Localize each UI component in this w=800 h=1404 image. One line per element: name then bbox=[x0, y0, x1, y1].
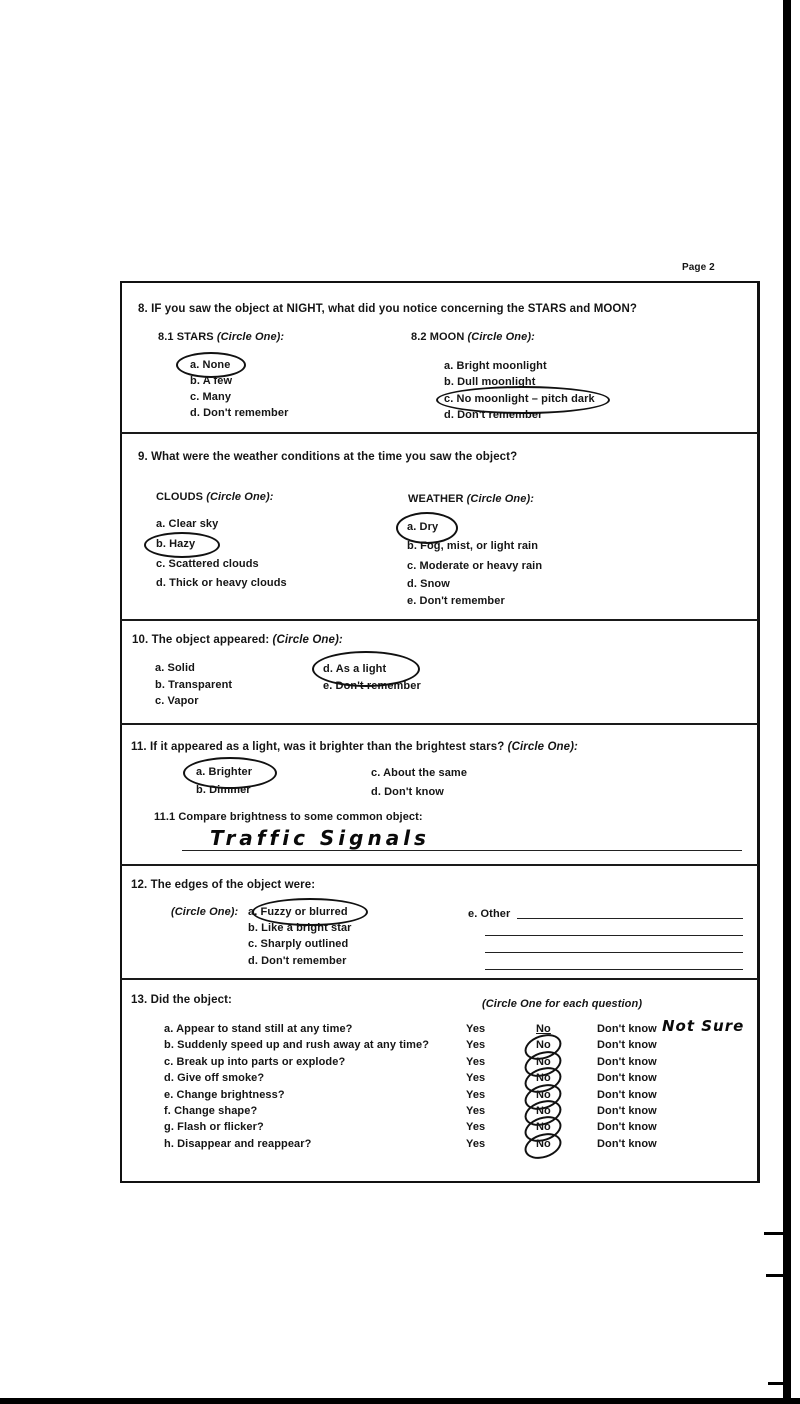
yes-option[interactable]: Yes bbox=[466, 1089, 486, 1101]
weather-option-c[interactable]: c. Moderate or heavy rain bbox=[407, 560, 543, 572]
no-option[interactable]: No bbox=[536, 1072, 551, 1084]
clouds-option-b[interactable]: b. Hazy bbox=[156, 538, 196, 550]
answer-circle bbox=[396, 512, 458, 544]
scan-edge-bottom bbox=[0, 1398, 800, 1404]
question-12-text: 12. The edges of the object were: bbox=[131, 879, 316, 891]
question-13-item-text: d. Give off smoke? bbox=[164, 1072, 265, 1084]
no-option[interactable]: No bbox=[536, 1023, 551, 1035]
question-10-label: 10. The object appeared: bbox=[132, 634, 270, 646]
weather-option-b[interactable]: b. Fog, mist, or light rain bbox=[407, 540, 539, 552]
weather-option-e[interactable]: e. Don't remember bbox=[407, 595, 505, 607]
appearance-option-e[interactable]: e. Don't remember bbox=[323, 680, 421, 692]
dont-know-option[interactable]: Don't know bbox=[597, 1039, 657, 1051]
scan-tick bbox=[764, 1232, 784, 1235]
question-10-instruction: (Circle One): bbox=[272, 634, 343, 646]
edges-option-e-other: e. Other bbox=[468, 908, 511, 920]
dont-know-option[interactable]: Don't know bbox=[597, 1056, 657, 1068]
answer-circle bbox=[176, 352, 246, 378]
clouds-option-c[interactable]: c. Scattered clouds bbox=[156, 558, 259, 570]
section-divider bbox=[120, 978, 758, 980]
no-option[interactable]: No bbox=[536, 1056, 551, 1068]
brightness-option-d[interactable]: d. Don't know bbox=[371, 786, 444, 798]
section-divider bbox=[120, 864, 758, 866]
appearance-option-a[interactable]: a. Solid bbox=[155, 662, 195, 674]
scan-tick bbox=[768, 1382, 784, 1385]
question-13-item-text: c. Break up into parts or explode? bbox=[164, 1056, 346, 1068]
weather-heading-label: WEATHER bbox=[408, 493, 464, 505]
clouds-heading-label: CLOUDS bbox=[156, 491, 204, 503]
page-number: Page 2 bbox=[682, 262, 715, 273]
clouds-option-d[interactable]: d. Thick or heavy clouds bbox=[156, 577, 287, 589]
question-13-item-text: h. Disappear and reappear? bbox=[164, 1138, 312, 1150]
dont-know-option[interactable]: Don't know bbox=[597, 1138, 657, 1150]
no-option[interactable]: No bbox=[536, 1105, 551, 1117]
other-input-line[interactable] bbox=[517, 918, 743, 919]
stars-option-d[interactable]: d. Don't remember bbox=[190, 407, 289, 419]
brightness-option-b[interactable]: b. Dimmer bbox=[196, 784, 251, 796]
question-9-text: 9. What were the weather conditions at the time you saw the object? bbox=[138, 451, 518, 463]
moon-option-a[interactable]: a. Bright moonlight bbox=[444, 360, 547, 372]
question-13-item-text: b. Suddenly speed up and rush away at any time? bbox=[164, 1039, 430, 1051]
moon-option-b[interactable]: b. Dull moonlight bbox=[444, 376, 536, 388]
moon-heading bbox=[411, 331, 535, 343]
brightness-option-c[interactable]: c. About the same bbox=[371, 767, 468, 779]
no-option[interactable]: No bbox=[536, 1138, 551, 1150]
question-11-text bbox=[131, 741, 578, 753]
brightness-comparison-answer[interactable]: Traffic Signals bbox=[210, 826, 430, 850]
weather-instruction: (Circle One): bbox=[466, 493, 534, 505]
question-12-instruction: (Circle One): bbox=[171, 906, 239, 918]
edges-option-a[interactable]: a. Fuzzy or blurred bbox=[248, 906, 348, 918]
question-13-item-text: g. Flash or flicker? bbox=[164, 1121, 264, 1133]
dont-know-option[interactable]: Don't know bbox=[597, 1121, 657, 1133]
question-11-label: 11. If it appeared as a light, was it brighter than the brightest stars? bbox=[131, 741, 505, 753]
stars-instruction: (Circle One): bbox=[216, 331, 285, 343]
appearance-option-d[interactable]: d. As a light bbox=[323, 663, 387, 675]
yes-option[interactable]: Yes bbox=[466, 1056, 486, 1068]
section-divider bbox=[120, 619, 758, 621]
question-8-text: 8. IF you saw the object at NIGHT, what did you notice concerning the STARS and MOON? bbox=[138, 303, 637, 315]
scan-edge-right bbox=[783, 0, 791, 1404]
yes-option[interactable]: Yes bbox=[466, 1039, 486, 1051]
edges-option-d[interactable]: d. Don't remember bbox=[248, 955, 347, 967]
question-11-1-text: 11.1 Compare brightness to some common object: bbox=[154, 811, 423, 823]
question-11-instruction: (Circle One): bbox=[507, 741, 578, 753]
other-input-line[interactable] bbox=[485, 935, 743, 936]
dont-know-option[interactable]: Don't know bbox=[597, 1089, 657, 1101]
scan-tick bbox=[766, 1274, 784, 1277]
weather-option-d[interactable]: d. Snow bbox=[407, 578, 450, 590]
answer-line bbox=[182, 850, 742, 851]
handwritten-note: Not Sure bbox=[662, 1017, 745, 1035]
question-13-instruction: (Circle One for each question) bbox=[482, 998, 643, 1010]
clouds-instruction: (Circle One): bbox=[206, 491, 274, 503]
stars-option-c[interactable]: c. Many bbox=[190, 391, 232, 403]
question-13-item-text: a. Appear to stand still at any time? bbox=[164, 1023, 353, 1035]
weather-option-a[interactable]: a. Dry bbox=[407, 521, 439, 533]
edges-option-c[interactable]: c. Sharply outlined bbox=[248, 938, 349, 950]
section-divider bbox=[120, 723, 758, 725]
appearance-option-c[interactable]: c. Vapor bbox=[155, 695, 199, 707]
clouds-option-a[interactable]: a. Clear sky bbox=[156, 518, 219, 530]
other-input-line[interactable] bbox=[485, 952, 743, 953]
edges-option-b[interactable]: b. Like a bright star bbox=[248, 922, 352, 934]
appearance-option-b[interactable]: b. Transparent bbox=[155, 679, 233, 691]
answer-circle bbox=[144, 532, 220, 558]
yes-option[interactable]: Yes bbox=[466, 1105, 486, 1117]
moon-option-c[interactable]: c. No moonlight – pitch dark bbox=[444, 393, 595, 405]
question-13-item-text: e. Change brightness? bbox=[164, 1089, 285, 1101]
moon-heading-label: 8.2 MOON bbox=[411, 331, 465, 343]
moon-option-d[interactable]: d. Don't remember bbox=[444, 409, 543, 421]
section-divider bbox=[120, 432, 758, 434]
stars-option-b[interactable]: b. A few bbox=[190, 375, 233, 387]
dont-know-option[interactable]: Don't know bbox=[597, 1105, 657, 1117]
yes-option[interactable]: Yes bbox=[466, 1138, 486, 1150]
yes-option[interactable]: Yes bbox=[466, 1121, 486, 1133]
question-13-text: 13. Did the object: bbox=[131, 994, 232, 1006]
stars-heading-label: 8.1 STARS bbox=[158, 331, 214, 343]
moon-instruction: (Circle One): bbox=[467, 331, 535, 343]
answer-circle bbox=[312, 651, 420, 687]
yes-option[interactable]: Yes bbox=[466, 1072, 486, 1084]
stars-heading bbox=[158, 331, 284, 343]
dont-know-option[interactable]: Don't know bbox=[597, 1023, 657, 1035]
clouds-heading bbox=[156, 491, 274, 503]
question-10-text bbox=[132, 634, 343, 646]
no-option[interactable]: No bbox=[536, 1089, 551, 1101]
answer-circle bbox=[436, 386, 610, 414]
brightness-option-a[interactable]: a. Brighter bbox=[196, 766, 253, 778]
answer-circle bbox=[183, 757, 277, 789]
stars-option-a[interactable]: a. None bbox=[190, 359, 231, 371]
yes-option[interactable]: Yes bbox=[466, 1023, 486, 1035]
weather-heading bbox=[408, 493, 534, 505]
answer-circle bbox=[252, 898, 368, 926]
no-option[interactable]: No bbox=[536, 1039, 551, 1051]
no-option[interactable]: No bbox=[536, 1121, 551, 1133]
other-input-line[interactable] bbox=[485, 969, 743, 970]
question-13-item-text: f. Change shape? bbox=[164, 1105, 258, 1117]
dont-know-option[interactable]: Don't know bbox=[597, 1072, 657, 1084]
